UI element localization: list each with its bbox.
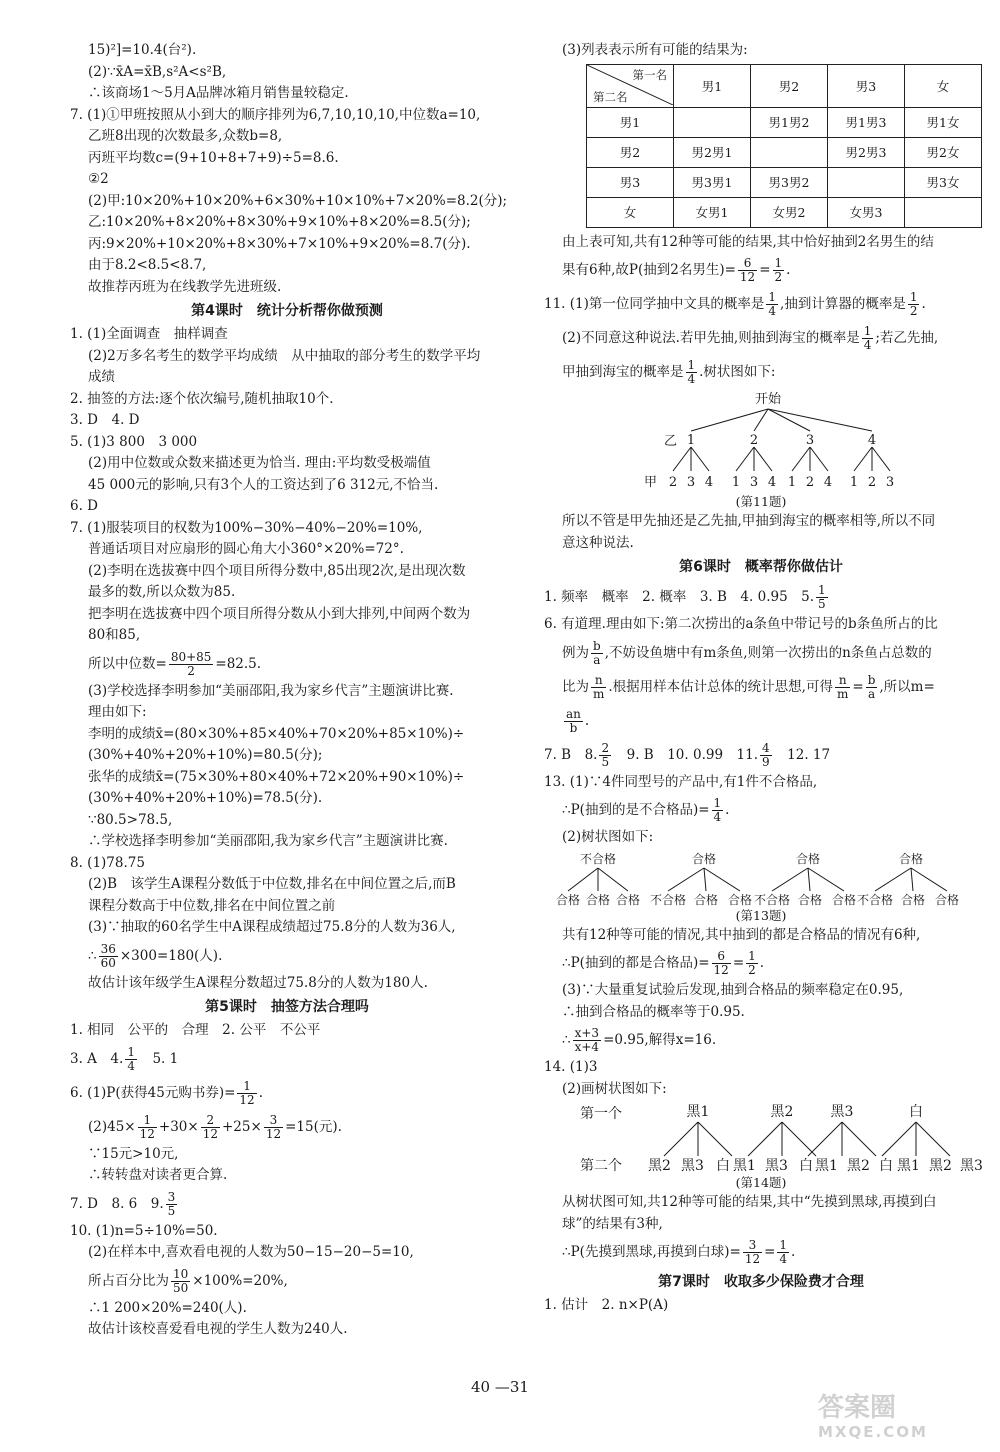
text-line: 15)²]=10.4(台²). [88, 42, 197, 58]
outcome-table [586, 64, 982, 228]
tree-node: 黑2 [847, 1158, 870, 1174]
table-cell: 女男1 [674, 197, 751, 227]
formula-line: $\frac{an}{b}$ . [566, 706, 590, 735]
section-heading: 第4课时 统计分析帮你做预测 [191, 303, 383, 319]
text-line: 1. 相同 公平的 合理 2. 公平 不公平 [70, 1022, 321, 1038]
text-line: (30%+40%+20%+10%)=80.5(分); [88, 747, 323, 763]
text-line: 7. (1)①甲班按照从小到大的顺序排列为6,7,10,10,10,中位数a=10, [70, 106, 481, 123]
right-column [536, 40, 986, 1317]
text-line: ∵80.5>78.5, [88, 811, 173, 828]
table-header-row [587, 64, 982, 107]
text-line: (3)列表表示所有可能的结果为: [562, 42, 748, 58]
tree-diagram-14 [536, 1100, 986, 1174]
table-cell: 男2男3 [828, 137, 905, 167]
formula-line: ∴P(抽到的是不合格品)= $\frac{1}{4}$ . [562, 796, 730, 824]
tree-node: 1 [686, 433, 696, 448]
text-line: (2)2万多名考生的数学平均成绩 从中抽取的部分考生的数学平均 [88, 347, 481, 364]
tree-node: 4 [767, 475, 777, 490]
formula-line: ∴ $\frac{36}{60}$ ×300=180(人). [88, 941, 223, 970]
tree-node: 合格 [831, 892, 857, 907]
table-row [587, 107, 982, 137]
formula-line: 所以中位数= $\frac{80+85}{2}$ =82.5. [88, 649, 262, 678]
text-line: 3. D 4. D [70, 412, 140, 428]
table-row [587, 137, 982, 167]
text-line: 成绩 [88, 369, 115, 385]
tree-node: 3 [805, 433, 815, 448]
text-line: (2)李明在选拔赛中四个项目所得分数中,85出现2次,是出现次数 [88, 562, 466, 579]
text-line: 5. (1)3 800 3 000 [70, 433, 198, 450]
text-line: (2)甲:10×20%+10×20%+6×30%+10×10%+7×20%=8.2(分); [88, 192, 508, 209]
tree-node: 2 [668, 475, 678, 490]
text-line: 把李明在选拔赛中四个项目所得分数从小到大排列,中间两个数为 [88, 605, 471, 622]
table-cell: 女男2 [751, 197, 828, 227]
text-line: 乙班8出现的次数最多,众数b=8, [88, 128, 283, 144]
tree-diagram-11 [536, 389, 986, 493]
tree-node: 黑1 [897, 1158, 920, 1174]
table-cell: 男1女 [905, 107, 982, 137]
text-line: ∴该商场1～5月A品牌冰箱月销售量较稳定. [88, 85, 349, 101]
text-line: 10. (1)n=5÷10%=50. [70, 1222, 218, 1239]
text-line: ∵15元>10元, [88, 1145, 179, 1162]
text-line: ∴学校选择李明参加“美丽邵阳,我为家乡代言”主题演讲比赛. [88, 833, 448, 849]
table-cell [905, 197, 982, 227]
text-line: 8. (1)78.75 [70, 854, 145, 871]
table-cell [828, 167, 905, 197]
table-cell: 男2男1 [674, 137, 751, 167]
page-number: 40 —31 [471, 1378, 529, 1396]
text-line: 李明的成绩x̄=(80×30%+85×40%+70×20%+85×10%)÷ [88, 725, 465, 742]
text-line: 乙:10×20%+8×20%+8×30%+9×10%+8×20%=8.5(分); [88, 214, 471, 230]
text-line: 由上表可知,共有12种等可能的结果,其中恰好抽到2名男生的结 [562, 233, 934, 250]
text-line: (30%+40%+20%+10%)=78.5(分). [88, 790, 323, 806]
text-line: 张华的成绩x̄=(75×30%+80×40%+72×20%+90×10%)÷ [88, 768, 465, 785]
text-line: 故估计该年级学生A课程分数超过75.8分的人数为180人. [88, 974, 428, 991]
table-cell: 男2女 [905, 137, 982, 167]
text-line: 故估计该校喜爱看电视的学生人数为240人. [88, 1321, 348, 1337]
table-cell [674, 107, 751, 137]
tree-node: 黑1 [686, 1104, 710, 1120]
formula-line: 6. (1)P(获得45元购书券)= $\frac{1}{12}$ . [70, 1078, 263, 1107]
formula-line: 7. B 8. $\frac{2}{5}$ 9. B 10. 0.99 11. $\frac{4}{9}$ 12. 17 [544, 740, 831, 769]
text-line: (2)在样本中,喜欢看电视的人数为50−15−20−5=10, [88, 1244, 414, 1260]
tree-node: 3 [749, 475, 759, 490]
tree-node: 合格 [555, 892, 581, 907]
text-line: 1. 估计 2. n×P(A) [544, 1297, 669, 1313]
table-header-cell: 男1 [674, 64, 751, 107]
text-line: (3)学校选择李明参加“美丽邵阳,我为家乡代言”主题演讲比赛. [88, 682, 454, 699]
figure-caption: (第14题) [735, 1175, 787, 1190]
tree-node: 黑3 [765, 1158, 788, 1174]
formula-line: (2)45× $\frac{1}{12}$ +30× $\frac{2}{12}$ +25× $\frac{3}{12}$ =15(元). [88, 1112, 342, 1141]
table-row-header: 女 [587, 197, 674, 227]
table-cell: 男3男2 [751, 167, 828, 197]
text-line: 意这种说法. [562, 534, 634, 551]
text-line: 所以不管是甲先抽还是乙先抽,甲抽到海宝的概率相等,所以不同 [562, 513, 936, 529]
table-cell: 男3男1 [674, 167, 751, 197]
formula-line: 3. A 4. $\frac{1}{4}$ 5. 1 [70, 1044, 179, 1073]
formula-line: 所占百分比为 $\frac{10}{50}$ ×100%=20%, [88, 1266, 288, 1295]
tree-diagram-13 [536, 849, 986, 907]
text-line: 故推荐丙班为在线教学先进班级. [88, 278, 282, 295]
table-cell: 男3女 [905, 167, 982, 197]
tree-node: 4 [823, 475, 833, 490]
tree-node: 开始 [754, 392, 782, 407]
table-header-cell: 女 [905, 64, 982, 107]
tree-node: 黑2 [929, 1158, 952, 1174]
tree-node: 合格 [898, 851, 924, 866]
table-row [587, 197, 982, 227]
text-line: (2)B 该学生A课程分数低于中位数,排名在中间位置之后,而B [88, 876, 456, 892]
text-line: 14. (1)3 [544, 1059, 598, 1075]
formula-line: 7. D 8. 6 9. $\frac{3}{5}$ [70, 1189, 176, 1218]
formula-line: 甲抽到海宝的概率是 $\frac{1}{4}$ .树状图如下: [562, 358, 776, 386]
figure-caption: (第13题) [735, 907, 787, 923]
formula-line: 11. (1)第一位同学抽中文具的概率是 $\frac{1}{4}$ ,抽到计算器的概率是 $\frac{1}{2}$ . [544, 290, 926, 318]
tree-node: 合格 [795, 851, 821, 866]
formula-line: (2)不同意这种说法.若甲先抽,则抽到海宝的概率是 $\frac{1}{4}$ ;若乙先抽, [562, 324, 939, 352]
table-row-header: 男3 [587, 167, 674, 197]
tree-node: 不合格 [753, 892, 791, 907]
text-line: 13. (1)∵4件同型号的产品中,有1件不合格品, [544, 773, 818, 790]
tree-node: 1 [731, 475, 741, 490]
tree-node: 合格 [693, 892, 719, 907]
text-line: 丙:9×20%+10×20%+8×30%+7×10%+9×20%=8.7(分). [88, 235, 471, 252]
text-line: 最多的数,所以众数为85. [88, 584, 236, 600]
tree-node: 4 [704, 475, 714, 490]
watermark-text: 答案圈 [818, 1393, 897, 1423]
table-cell: 男1男2 [751, 107, 828, 137]
section-heading: 第7课时 收取多少保险费才合理 [658, 1274, 864, 1290]
table-cell: 男1男3 [828, 107, 905, 137]
text-line: 理由如下: [88, 704, 147, 720]
table-header-cell: 男3 [828, 64, 905, 107]
figure-caption: (第11题) [735, 494, 787, 509]
tree-level-label: 乙 [664, 434, 678, 449]
text-line: ∴1 200×20%=240(人). [88, 1299, 247, 1316]
tree-node: 黑2 [648, 1158, 671, 1174]
text-line: 由于8.2<8.5<8.7, [88, 257, 207, 273]
text-line: 丙班平均数c=(9+10+8+7+9)÷5=8.6. [88, 149, 339, 166]
text-line: (2)用中位数或众数来描述更为恰当. 理由:平均数受极端值 [88, 455, 431, 471]
tree-node: 3 [885, 475, 895, 490]
table-cell [751, 137, 828, 167]
tree-node: 合格 [585, 892, 611, 907]
table-row [587, 167, 982, 197]
tree-node: 合格 [615, 892, 641, 907]
tree-node: 白 [909, 1104, 923, 1120]
formula-line: 比为 $\frac{n}{m}$ .根据用样本估计总体的统计思想,可得 $\frac{n}{m}$ = $\frac{b}{a}$ ,所以m= [562, 672, 935, 701]
section-heading: 第5课时 抽签方法合理吗 [205, 999, 369, 1015]
tree-node: 合格 [727, 892, 753, 907]
tree-node: 黑3 [960, 1158, 983, 1174]
text-line: 从树状图可知,共12种等可能的结果,其中“先摸到黑球,再摸到白 [562, 1194, 937, 1210]
tree-node: 白 [716, 1158, 730, 1174]
tree-node: 合格 [691, 851, 717, 866]
tree-node: 黑3 [681, 1158, 704, 1174]
tree-node: 合格 [797, 892, 823, 907]
text-line: (3)∵抽取的60名学生中A课程成绩超过75.8分的人数为36人, [88, 919, 456, 935]
text-line: (2)树状图如下: [562, 829, 654, 845]
table-corner-cell: 第一名 第二名 [587, 64, 674, 107]
tree-node: 不合格 [579, 851, 617, 866]
formula-line: ∴ $\frac{x+3}{x+4}$ =0.95,解得x=16. [562, 1026, 717, 1054]
text-line: ②2 [88, 171, 109, 187]
text-line: ∴转转盘对读者更合算. [88, 1167, 228, 1183]
table-row-header: 男1 [587, 107, 674, 137]
text-line: 45 000元的影响,只有3个人的工资达到了6 312元,不恰当. [88, 476, 439, 493]
formula-line: ∴P(先摸到黑球,再摸到白球)= $\frac{3}{12}$ = $\frac{1}{4}$ . [562, 1238, 796, 1266]
table-header-cell: 男2 [751, 64, 828, 107]
formula-line: 1. 频率 概率 2. 概率 3. B 4. 0.95 5. $\frac{1}{5}$ [544, 583, 826, 611]
tree-node: 黑2 [770, 1104, 794, 1120]
text-line: 7. (1)服装项目的权数为100%−30%−40%−20%=10%, [70, 519, 423, 536]
watermark-url: MXQE.COM [818, 1423, 928, 1441]
text-line: ∴抽到合格品的概率等于0.95. [562, 1003, 745, 1020]
tree-node: 2 [749, 433, 759, 448]
formula-line: 例为 $\frac{b}{a}$ ,不妨设鱼塘中有m条鱼,则第一次捞出的n条鱼占总数的 [562, 638, 932, 667]
tree-level-label: 第一个 [580, 1106, 622, 1122]
text-line: (2)∵x̄A=x̄B,s²A<s²B, [88, 63, 227, 80]
text-line: (3)∵大量重复试验后发现,抽到合格品的频率稳定在0.95, [562, 982, 904, 998]
tree-node: 白 [799, 1158, 813, 1174]
tree-node: 黑3 [830, 1104, 854, 1120]
tree-node: 黑1 [815, 1158, 838, 1174]
text-line: (2)画树状图如下: [562, 1080, 667, 1097]
tree-node: 2 [805, 475, 815, 490]
tree-level-label: 甲 [644, 475, 658, 490]
tree-node: 不合格 [856, 892, 894, 907]
text-line: 80和85, [88, 627, 141, 643]
text-line: 共有12种等可能的情况,其中抽到的都是合格品的情况有6种, [562, 926, 921, 943]
text-line: 1. (1)全面调查 抽样调查 [70, 326, 228, 342]
table-cell: 女男3 [828, 197, 905, 227]
tree-node: 黑1 [733, 1158, 756, 1174]
tree-node: 2 [867, 475, 877, 490]
tree-node: 白 [879, 1158, 893, 1174]
left-column [62, 40, 512, 1341]
tree-node: 1 [849, 475, 859, 490]
tree-node: 合格 [900, 892, 926, 907]
text-line: 2. 抽签的方法:逐个依次编号,随机抽取10个. [70, 390, 334, 407]
table-row-header: 男2 [587, 137, 674, 167]
tree-node: 合格 [934, 892, 960, 907]
tree-node: 3 [686, 475, 696, 490]
text-line: 6. 有道理.理由如下:第二次捞出的a条鱼中带记号的b条鱼所占的比 [544, 616, 938, 632]
tree-node: 不合格 [649, 892, 687, 907]
formula-line: ∴P(抽到的都是合格品)= $\frac{6}{12}$ = $\frac{1}{2}$ . [562, 949, 765, 977]
formula-line: 果有6种,故P(抽到2名男生)= $\frac{6}{12}$ = $\frac{1}{2}$ . [562, 256, 791, 284]
section-heading: 第6课时 概率帮你做估计 [679, 559, 843, 575]
tree-level-label: 第二个 [580, 1158, 622, 1174]
tree-node: 1 [787, 475, 797, 490]
watermark-logo [818, 1393, 928, 1444]
text-line: 球”的结果有3种, [562, 1215, 663, 1232]
tree-node: 4 [867, 433, 877, 448]
text-line: 6. D [70, 498, 98, 514]
text-line: 普通话项目对应扇形的圆心角大小360°×20%=72°. [88, 541, 404, 557]
text-line: 课程分数高于中位数,排名在中间位置之前 [88, 897, 336, 914]
